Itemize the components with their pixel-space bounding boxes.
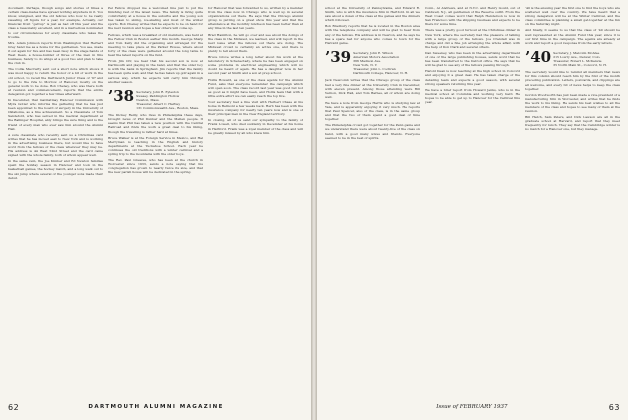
paragraph: The Rev. Paul Greaves, who has been at the church in Worcester since 1933, sends a note saying that his congregation has grown to nearly twice its size, and that the new parish house will be dedicated in the spring.: [108, 158, 203, 175]
left-column-3: [208, 6, 303, 391]
officer-line: New York, N. Y.: [353, 63, 378, 68]
paragraph: Fellows, which was a breakfast of old members, was held at the Fellow Club in Boston earlier this month. George Sharp and Tom Kelly did the organizing and arranged for the meeting to take place at the Parker House, where about forty of the class were gathered around the long table to hear the latest reports on the fund.: [108, 32, 203, 58]
paragraph: In December, that matinstmay Hanover Commission with Myra Gotler who informs the gathering that he has just been appointed to the board of surgery in the University of Oklahoma, as a fine achievement. So a Classmate of Tom Sandeford, who has served in the medical department at the Ballinger Hospital, ably brings the sure thing and is the friend of every man who ever saw him around the Alumni Hall.: [8, 97, 103, 131]
paragraph: From Jim Orr, we hear that his second son is now at Dartmouth and playing in the band, and that the older boy is with the bank in Springfield. Jim reports that the family has been quite well, and that he has taken up golf again in a serious way, which he expects will carry him through another season.: [108, 59, 203, 84]
paragraph: And finally, it seems to us that the class of ’40 should be well represented at the Alumni Fund this year, since it is our first time in the campaign. The agents are already at work and report a good response from the early letters.: [525, 28, 620, 45]
paragraph: for Hanover that was forwarded to us, written by a member from the class now in Chicago who is well up in several organizations out there. He says that the Chicago alumni group is putting on a great show this year and that the attendance at the monthly luncheon has been better than at any time in the last ten years.: [208, 6, 303, 31]
right-column-3: [525, 6, 620, 391]
officer-line: American Motors Association: [353, 54, 400, 59]
paragraph: Jack Newcomb writes that the Chicago group of the class had a very fine dinner at the University Club in December, with eleven present. Among those attending were Bill Vernon, Dick Hall, and Tom Barnes, all of whom are doing well.: [325, 78, 420, 99]
officer-line: Secretary, J. Malcolm McAfee: [553, 50, 600, 55]
paragraph: There was a pretty good turnout at the Christmas dinner in New York, where the secretary had the pleasure of talking with a large group of the fellows. Joe Crandall was in charge and did a fine job arranging the whole affair, with the help of Don Clark and several others.: [425, 28, 520, 49]
paragraph: Your secretary had a fine visit with Herbert Chase at his home in Belmont a few weeks back. Herb has been with the insurance company for nearly ten years now and is one of their principal men in the New England territory.: [208, 99, 303, 117]
paragraph: Bob Bradbury reports that he is located in the Boston area with the telephone company and will be glad to hear from any of the fellows. His address is in Newton, and he says he has a spare bed for anyone who comes to town for the Harvard game.: [325, 24, 420, 45]
right-page-columns: [325, 6, 620, 391]
magazine-title: DARTMOUTH ALUMNI MAGAZINE: [88, 404, 224, 410]
officer-line: 35 North Main St., Concord, N. H.: [553, 63, 607, 68]
class-heading-40: [525, 47, 620, 68]
left-page-footer: [8, 402, 303, 412]
paragraph: We have a brief report from Howard Jenks, who is in the medical school at Columbia and working very hard. He hopes to be able to get up to Hanover for the Carnival this year.: [425, 87, 520, 104]
paragraph: A sure classmate who recently sent us a Christmas card writes that he has moved east to New York and is working in the advertising business there, but would like to have word from the fellows of the class wherever they may be. His address is 44 West 52nd Street and the card came signed with the whole family, both of whom appear well.: [8, 132, 103, 158]
class-year: ’39: [325, 47, 352, 66]
paragraph: Brad Hamilton, he will go over and see about the doings of the class in the Midwest, we learned, and will report in the next issue what the fellows out there are doing. The Midwest crowd is certainly an active one, and there is plenty to tell about them.: [208, 32, 303, 53]
left-page: [0, 0, 311, 420]
officer-line: 366 Madison Ave.: [353, 59, 382, 64]
paragraph: We have a note from George Harris who is studying law at Yale, and is apparently enjoying it very much. He reports that Paul Spencer, also of the class, is in the same group and that the two of them spend a good deal of time together.: [325, 100, 420, 122]
right-column-1: [325, 6, 420, 391]
paragraph: The Dickey Reilly, who lives in Philadelphia these days, brought news of Phil Dunbar and the Mellen people. It seems that Phil has taken a new position with the Central Railroad and finds the work a great deal to his liking, though the travelling is rather hard at times.: [108, 113, 203, 134]
officer-line: Dartmouth College, Hanover, N. H.: [353, 71, 409, 76]
page-number: 62: [8, 402, 20, 412]
officer-line: Treasurer, Robert L. McKenzie: [553, 59, 602, 64]
issue-date: Issue of FEBRUARY 1937: [436, 404, 508, 410]
class-officers: [353, 50, 408, 76]
left-page-columns: [8, 6, 303, 391]
paragraph: The Collie MacCarty sent out a short note which shows it was most happy to return the honor of a bit of work in the old school, to recall the Dartmouth Junior Class of ’97 and to go to the ride to Morrow of Hanover, mostly on the general work to be done. Bob Cheney, who was there both at reunion and commencement, reports that the entire delegation got together a few times afterward.: [8, 67, 103, 96]
class-heading-38: [108, 86, 203, 111]
officer-line: Swasey, Paddington Hollow: [136, 93, 180, 98]
officer-line: 215 Lowry Ave., Denver, Colo.: [553, 54, 601, 59]
left-column-1: [8, 6, 103, 391]
class-year: ’40: [525, 47, 552, 66]
paragraph: document. Perhaps, though songs and stories of times a certain class-mates have spread nothing anywhere in it. You know, unsigned, and the old fellows who bow to be really sweating off figure for a year, for example, Actually, our financial front “gettup” is just as bad off this year and the class a reasonably excellent, and in a marvellous nominated to our circumstances for every classmate who takes the trouble.: [8, 6, 103, 39]
officer-line: 131 Commonwealth Ave., Boston, Mass.: [136, 106, 200, 111]
left-column-2: [108, 6, 203, 391]
paragraph: Bruce Walker is at the Foreign Service in Mexico, and Hal Merryman is teaching in the English and history departments at the Tuckahoe School. Each year he continues the old traditions with a winter carnival and a spring trip to the mountains with the older boys.: [108, 135, 203, 156]
paragraph: school at the University of Pennsylvania, and Edward R. Smith, who is with the insurance firm in Hartford. In all we saw about a dozen of the class at the games and the dinners which followed.: [325, 6, 420, 23]
paragraph: In the same vein, the Joe Kimber and Ed Newton families spent the holiday season in Hanover and took in the basketball games, the hockey match, and a long walk out to the ski jump where several of the younger sons made their debut.: [8, 159, 103, 180]
class-heading-39: [325, 47, 420, 76]
paragraph: Pel Fellow dropped me a welcomed line just to put the finishing rest of the latest news. The family is living quite comfortably at a house in the suburbs and the young son has taken to skiing, ice-skating and most of the winter sports. Bob Cheney writes that he expects to be on hand for the next reunion and hopes a few others will come up.: [108, 6, 203, 31]
paragraph: In closing, all of us send our sympathy to the family of Frank Lowell, who died suddenly in December at his home in Hartford. Frank was a loyal member of the class and will be greatly missed by all who knew him.: [208, 118, 303, 135]
officer-line: Newton, Mass.: [136, 97, 160, 102]
paragraph: Bruce Grove writes a long letter about his work at the laboratory in Schenectady, where he has been engaged on some problems in electrical engineering which will no doubt be heard of again. He has a daughter now in her second year at Smith and a son at prep school.: [208, 55, 303, 76]
officer-line: Secretary, John R. Eyleston: [136, 89, 179, 94]
class-officers: [553, 50, 607, 67]
right-column-2: [425, 6, 520, 391]
right-page-footer: [325, 402, 620, 412]
paragraph: Hollis Howard, as one of the class agents for the Alumni Fund, asks that everyone remember the campaign which will open soon. The class record last year was good but not as good as it might have been, and Hollis feels that with a little extra effort we can easily reach the top five.: [208, 77, 303, 98]
page-number: 63: [608, 402, 620, 412]
paragraph: Gordon Woodworth has just been made a vice-president of a manufacturing firm in Worcester, and writes that he finds the work to his liking. He sends his best wishes to all the members of the class and hopes to see many of them at the reunion.: [525, 92, 620, 114]
paragraph: Harold Dean is now teaching at the high school in Concord and enjoying it a great deal. He has taken charge of the debating team and expects a good season, with several strong speakers returning this year.: [425, 69, 520, 86]
right-page: [317, 0, 628, 420]
paragraph: Mrs. Adam Johnson reports from Washington that Herbert Grey hand me as a home for the gentlemen. You see, made it out again for five and has been busy in the stage hands of West Dean, a house-builder of three of the men in this business, Sandy to do wings at a good two and plan to take the club in.: [8, 40, 103, 66]
class-year: ’38: [108, 86, 135, 105]
paragraph: The Philadelphia crowd got together for the Penn game and we understand there were about twenty-five of the class on hand, with a good many wives and friends. Everyone seemed to be in the best of spirits.: [325, 123, 420, 140]
paragraph: Conn., Al Andrews, and at N.Y.C. and Henry Gould, out of Caldwell, N.J., all gentlemen of the Reserve outfit. From the West Coast comes word that Ralph Henderson is now in San Francisco with the shipping business and expects to be there for some time.: [425, 6, 520, 27]
officer-line: Secretary, John E. Wilson: [353, 50, 393, 55]
paragraph: Dan Sweeney, who has been in the advertising department of one of the large publishing houses, sends word that he has been transferred to the Detroit office. He says that he will be glad to see any of the fellows passing through.: [425, 50, 520, 68]
officer-line: Treasurer, John L. Cochran: [353, 67, 396, 72]
paragraph: Bill Hatch, Sam Peters, and Dick Lawson are all in the graduate school at Harvard, and report that they meet frequently for lunch. They say that the Cambridge winter is no match for a Hanover one, but they manage.: [525, 115, 620, 132]
paragraph: ’40 is the ensuing year the first one to find the boys who are scattered well over the country. We have heard that a strong delegation will be at the Winter Carnival, and the class committee is planning a small get-together at the Inn on the Saturday night.: [525, 6, 620, 27]
officer-line: Treasurer, Albert C. Hartley: [136, 101, 181, 106]
class-officers: [136, 89, 199, 110]
paragraph: The secretary would like to remind all members that news for this column should reach him by the first of the month preceding publication. Letters, postcards, and clippings are all welcome, and every bit of news helps to keep the class together.: [525, 70, 620, 91]
